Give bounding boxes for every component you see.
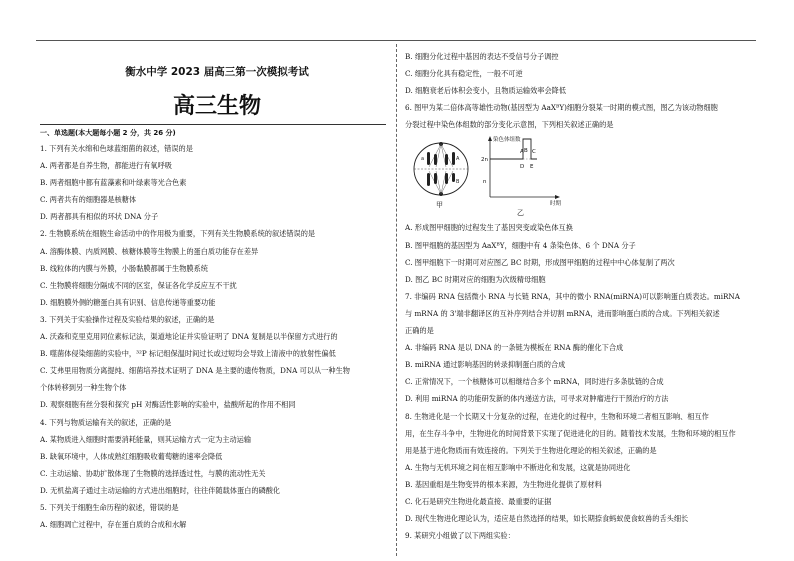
question-text-line: D. 细胞膜外侧的糖蛋白具有识别、信息传递等重要功能 xyxy=(40,297,216,307)
question-text-line: A. 两者都是自养生物，都能进行有氧呼吸 xyxy=(40,161,172,171)
right-column xyxy=(405,48,757,544)
question-text-line: D. 观察细胞有丝分裂和探究 pH 对酶活性影响的实验中，盐酸所起的作用不相同 xyxy=(40,400,296,410)
question-text-line: 1. 下列有关水绵和色球蓝细菌的叙述，错误的是 xyxy=(40,144,193,153)
question-text-line: A. 溶酶体膜、内质网膜、核糖体膜等生物膜上的蛋白质功能存在差异 xyxy=(40,246,259,256)
question-text-line: D. 无机盐离子通过主动运输的方式进出细胞时，往往伴随载体蛋白的磷酸化 xyxy=(40,485,281,495)
header-rule xyxy=(36,40,756,41)
question-text-line: B. 缺氧环境中，人体成熟红细胞吸收葡萄糖的速率会降低 xyxy=(40,451,223,461)
question-text-line: A. 形成图甲细胞的过程发生了基因突变或染色体互换 xyxy=(405,223,573,233)
question-text-line: A. 生物与无机环境之间在相互影响中不断进化和发展，这就是协同进化 xyxy=(405,462,631,472)
question-text-line: 9. 某研究小组做了以下两组实验： xyxy=(405,531,515,541)
question-text-line: C. 正常情况下，一个核糖体可以相继结合多个 mRNA，同时进行多条肽链的合成 xyxy=(405,377,664,387)
question-text-line: C. 两者共有的细胞器是核糖体 xyxy=(40,195,137,205)
point-label-e: E xyxy=(530,164,534,171)
exam-title: 衡水中学 2023 届高三第一次模拟考试 xyxy=(125,66,309,78)
question-text-line: B. 线粒体的内膜与外膜，小肠黏膜都属于生物膜系统 xyxy=(40,263,208,273)
left-column xyxy=(40,48,386,533)
question-text-line: C. 化石是研究生物进化最直接、最重要的证据 xyxy=(405,496,552,506)
figure-svg xyxy=(405,133,757,219)
figure-label-yi: 乙 xyxy=(517,209,524,218)
point-label-c: C xyxy=(532,149,536,156)
question-text-line: 正确的是 xyxy=(405,326,434,336)
question-text-line: B. 细胞分化过程中基因的表达不受信号分子调控 xyxy=(405,52,559,61)
cell-diagram-jia xyxy=(414,142,468,209)
question-text-line: A. 某物质进入细胞时需要消耗能量，则其运输方式一定为主动运输 xyxy=(40,434,252,444)
question-text-line: B. 两者细胞中都有蓝藻素和叶绿素等光合色素 xyxy=(40,178,187,188)
y-tick-2n: 2n xyxy=(481,157,488,164)
left-question-list xyxy=(40,140,386,533)
question-text-line: C. 生物膜将细胞分隔成不同的区室，保证各化学反应互不干扰 xyxy=(40,280,237,290)
question-text-line: 用，在生存斗争中，生物进化的时间背景下实现了促进进化的目的。随着技术发展，生物和环境的相互作 xyxy=(405,428,736,438)
gene-label-B: B xyxy=(456,179,460,186)
gene-label-A: A xyxy=(456,156,460,163)
question-text-line: 3. 下列关于实验操作过程及实验结果的叙述，正确的是 xyxy=(40,314,215,324)
figure-label-jia: 甲 xyxy=(436,201,443,210)
question-text-line: 7. 非编码 RNA 包括微小 RNA 与长链 RNA，其中的微小 RNA(miRNA)可以影响蛋白质表达。miRNA xyxy=(405,291,740,301)
question-text-line: C. 细胞分化具有稳定性，一般不可逆 xyxy=(405,69,523,79)
subject-title: 高三生物 xyxy=(172,94,261,119)
y-tick-n: n xyxy=(483,179,487,186)
question-text-line: A. 细胞凋亡过程中，存在蛋白质的合成和水解 xyxy=(40,520,187,530)
graph-yi xyxy=(481,135,562,217)
right-question-list-bottom xyxy=(405,219,757,544)
question-text-line: C. 艾弗里用物质分离提纯、细菌培养技术证明了 DNA 是主要的遗传物质，DNA 可以从一种生物 xyxy=(40,366,350,376)
point-label-d: D xyxy=(520,164,525,171)
x-axis-label: 时期 xyxy=(550,201,562,208)
question-text-line: 与 mRNA 的 3'端非翻译区的互补序列结合并切割 mRNA，进而影响蛋白质的合成。下列相关叙述 xyxy=(405,308,720,318)
question-text-line: 6. 图甲为某二倍体高等雄性动物(基因型为 AaXᴮY)细胞分裂某一时期的模式图，图乙为该动物细胞 xyxy=(405,103,718,113)
question-text-line: C. 主动运输、协助扩散体现了生物膜的选择透过性，与膜的流动性无关 xyxy=(40,468,266,478)
question-text-line: A. 沃森和克里克用同位素标记法，渠道地论证并实验证明了 DNA 复制是以半保留方式进行的 xyxy=(40,332,338,342)
right-question-list-top xyxy=(405,48,757,133)
gene-label-a: a xyxy=(421,156,425,163)
question-text-line: D. 细胞衰老后体积会变小，且物质运输效率会降低 xyxy=(405,86,567,96)
question-text-line: 8. 生物进化是一个长期又十分复杂的过程，在进化的过程中，生物和环境二者相互影响、相互作 xyxy=(405,411,709,421)
question-text-line: B. miRNA 通过影响基因的转录抑制蛋白质的合成 xyxy=(405,360,566,370)
question-text-line: 2. 生物膜系统在细胞生命活动中的作用极为重要，下列有关生物膜系统的叙述错误的是 xyxy=(40,229,316,239)
column-divider xyxy=(396,44,397,556)
question-text-line: D. 现代生物进化理论认为，适应是自然选择的结果，如长期捺食蚂蚁使食蚁兽的舌头细长 xyxy=(405,514,689,524)
question-text-line: D. 图乙 BC 时期对应的细胞为次级精母细胞 xyxy=(405,274,546,284)
y-axis-label: 染色体组数 xyxy=(493,137,521,144)
question-text-line: B. 基因重组是生物变异的根本来源，为生物进化提供了原材料 xyxy=(405,479,602,489)
question-text-line: 分裂过程中染色体组数的部分变化示意图，下列相关叙述正确的是 xyxy=(405,120,614,130)
question-text-line: 5. 下列关于细胞生命历程的叙述，错误的是 xyxy=(40,502,179,512)
question-text-line: 4. 下列与物质运输有关的叙述，正确的是 xyxy=(40,417,172,427)
question-text-line: A. 非编码 RNA 是以 DNA 的一条链为模板在 RNA 酶的催化下合成 xyxy=(405,343,624,353)
point-label-b: B xyxy=(524,148,528,155)
point-label-a: A xyxy=(520,149,524,156)
question-text-line: 用是基于进化物质而有效连接的。下列关于生物进化理论的相关叙述，正确的是 xyxy=(405,445,657,455)
question-text-line: B. 图甲细胞的基因型为 AaXᴮY，细胞中有 4 条染色体、6 个 DNA 分子 xyxy=(405,240,636,250)
question-text-line: D. 利用 miRNA 的功能研发新的体内递送方法，可寻求对肿瘤进行干预治疗的方法 xyxy=(405,394,669,404)
question-text-line: 个体转移到另一种生物个体 xyxy=(40,383,127,393)
question-text-line: D. 两者都具有相似的环状 DNA 分子 xyxy=(40,212,159,222)
question-text-line: B. 噬菌体侵染细菌的实验中，³²P 标记组保温时间过长或过短均会导致上清液中的放射性偏低 xyxy=(40,349,336,359)
question-6-figure xyxy=(405,133,757,219)
question-text-line: C. 图甲细胞下一时期可对应图乙 BC 时期，形成图甲细胞的过程中中心体复制了两次 xyxy=(405,257,675,267)
section-heading: 一、单选题(本大题每小题 2 分，共 26 分) xyxy=(40,124,386,139)
